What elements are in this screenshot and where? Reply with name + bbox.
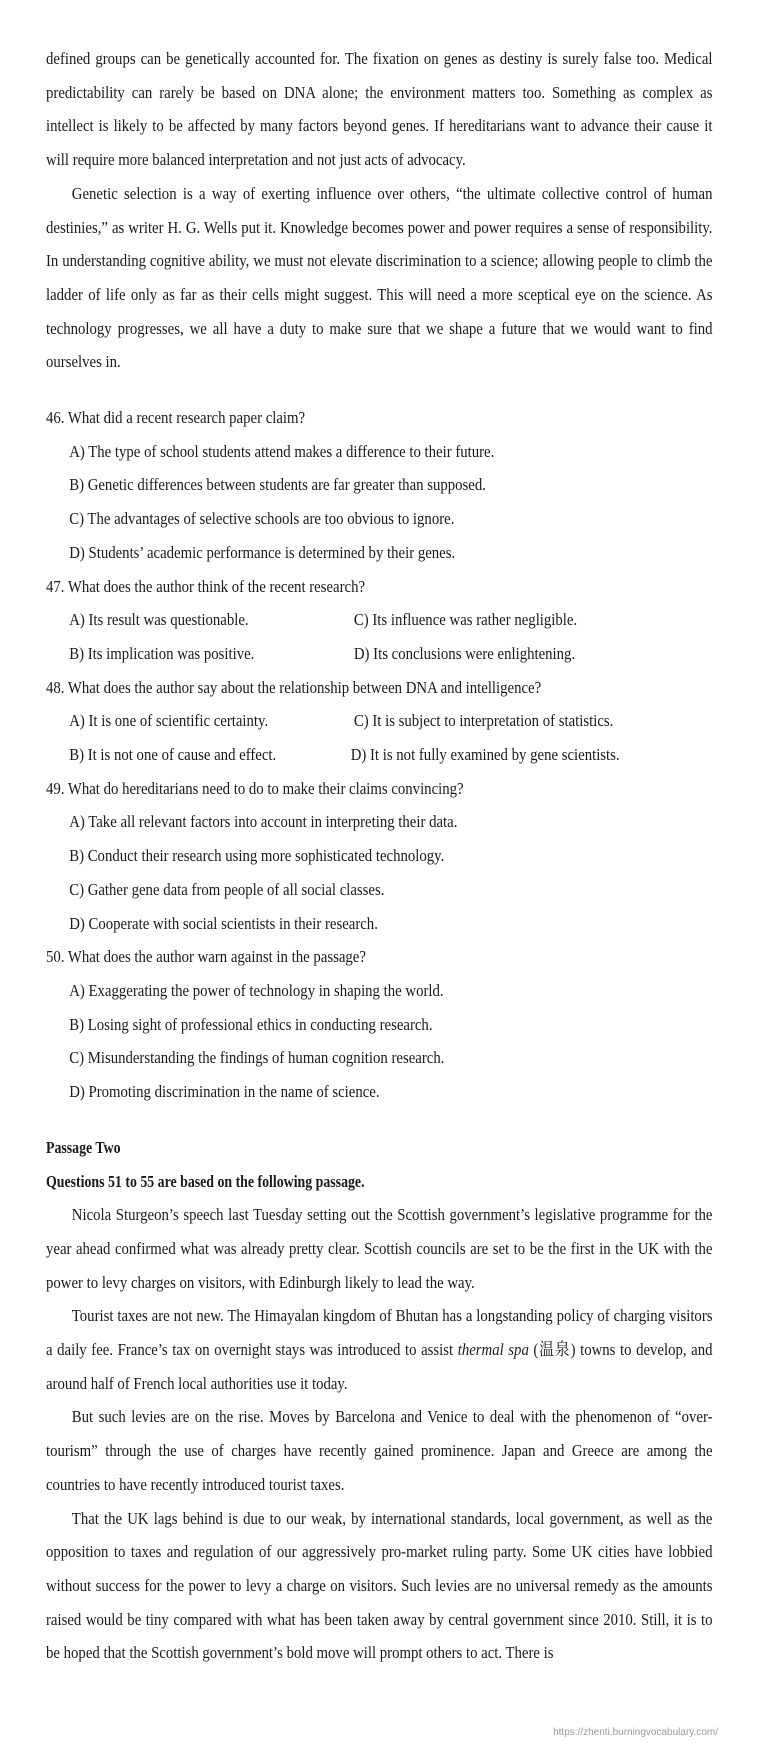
answer-option-d: D) It is not fully examined by gene scientists.: [350, 745, 620, 765]
answer-option-d: D) Promoting discrimination in the name of science.: [69, 1082, 380, 1102]
question-stem: 46. What did a recent research paper claim?: [46, 408, 306, 428]
question-stem: 47. What does the author think of the recent research?: [46, 576, 366, 596]
answer-option-a: A) Take all relevant factors into account in interpreting their data.: [69, 812, 458, 832]
answer-option-a: A) The type of school students attend makes a difference to their future.: [69, 441, 495, 461]
question-46: [46, 401, 713, 570]
passage-paragraph: [46, 1299, 713, 1400]
passage-paragraph: Nicola Sturgeon’s speech last Tuesday setting out the Scottish government’s legislative programme for the year ahead confirmed what was already pretty clear. Scottish councils are set to be the first in the UK with the power to levy charges on visitors, with Edinburgh likely to lead the way.: [46, 1205, 713, 1292]
answer-option-a: A) It is one of scientific certainty.: [69, 711, 269, 731]
answer-option-a: A) Its result was questionable.: [69, 610, 249, 630]
answer-option-d: D) Its conclusions were enlightening.: [353, 643, 576, 663]
question-49: [46, 772, 713, 941]
question-47: [46, 570, 713, 671]
question-50: [46, 940, 713, 1109]
passage-title: Passage Two: [46, 1137, 121, 1157]
question-stem: 49. What do hereditarians need to do to make their claims convincing?: [46, 778, 464, 798]
passage-two: [46, 1131, 713, 1670]
paragraph-text: Tourist taxes are not new. The Himayalan kingdom of Bhutan has a longstanding policy of charging visitors a daily fee. France’s tax on overnight stays was introduced to assist: [46, 1306, 713, 1360]
passage-paragraph: Genetic selection is a way of exerting influence over others, “the ultimate collective control of human destinies,” as writer H. G. Wells put it. Knowledge becomes power and power requires a sense of responsibility. In understanding cognitive ability, we must not elevate discrimination to a science; allowing people to climb the ladder of life only as far as their cells might suggest. This will need a more sceptical eye on the science. As technology progresses, we all have a duty to make sure that we shape a future that we would want to find ourselves in.: [46, 183, 713, 372]
answer-option-b: B) Losing sight of professional ethics in conducting research.: [69, 1014, 433, 1034]
question-stem: 48. What does the author say about the relationship between DNA and intelligence?: [46, 677, 542, 697]
passage-paragraph: defined groups can be genetically accounted for. The fixation on genes as destiny is surely false too. Medical predictability can rarely be based on DNA alone; the environment matters too. Something as complex as intellect is likely to be affected by many factors beyond genes. If hereditarians want to advance their cause it will require more balanced interpretation and not just acts of advocacy.: [46, 49, 713, 170]
answer-option-a: A) Exaggerating the power of technology in shaping the world.: [69, 980, 444, 1000]
questions-section: [46, 401, 713, 1109]
answer-option-c: C) Gather gene data from people of all social classes.: [69, 879, 385, 899]
answer-option-c: C) Misunderstanding the findings of human cognition research.: [69, 1048, 445, 1068]
question-stem: 50. What does the author warn against in the passage?: [46, 947, 366, 967]
answer-option-d: D) Cooperate with social scientists in their research.: [69, 913, 378, 933]
passage-paragraph: That the UK lags behind is due to our weak, by international standards, local government, as well as the opposition to taxes and regulation of our aggressively pro-market ruling party. Some UK cities have lobbied without success for the power to levy a charge on visitors. Such levies are no universal remedy as the amounts raised would be tiny compared with what has been taken away by central government since 2010. Still, it is to be hoped that the Scottish government’s bold move will prompt others to act. There is: [46, 1508, 713, 1663]
paragraph-text: towns to develop, and around half of French local authorities use it today.: [46, 1340, 713, 1393]
answer-option-b: B) Genetic differences between students are far greater than supposed.: [69, 475, 486, 495]
source-url[interactable]: https://zhenti.burningvocabulary.com/: [553, 1727, 718, 1738]
exam-page: [46, 42, 713, 1670]
answer-option-d: D) Students’ academic performance is determined by their genes.: [69, 542, 456, 562]
answer-option-c: C) The advantages of selective schools are too obvious to ignore.: [69, 509, 455, 529]
answer-option-b: B) It is not one of cause and effect.: [69, 745, 277, 765]
answer-option-b: B) Its implication was positive.: [69, 643, 255, 663]
term-gloss: (温泉): [528, 1340, 581, 1360]
question-48: [46, 671, 713, 772]
glossed-term: thermal spa: [457, 1340, 529, 1360]
answer-option-c: C) Its influence was rather negligible.: [353, 610, 578, 630]
passage-one: [46, 42, 713, 379]
answer-option-c: C) It is subject to interpretation of statistics.: [353, 711, 614, 731]
passage-instruction: Questions 51 to 55 are based on the following passage.: [46, 1171, 365, 1191]
answer-option-b: B) Conduct their research using more sophisticated technology.: [69, 846, 445, 866]
passage-paragraph: But such levies are on the rise. Moves by Barcelona and Venice to deal with the phenomenon of “over-tourism” through the use of charges have recently gained prominence. Japan and Greece are among the countries to have recently introduced tourist taxes.: [46, 1407, 713, 1494]
